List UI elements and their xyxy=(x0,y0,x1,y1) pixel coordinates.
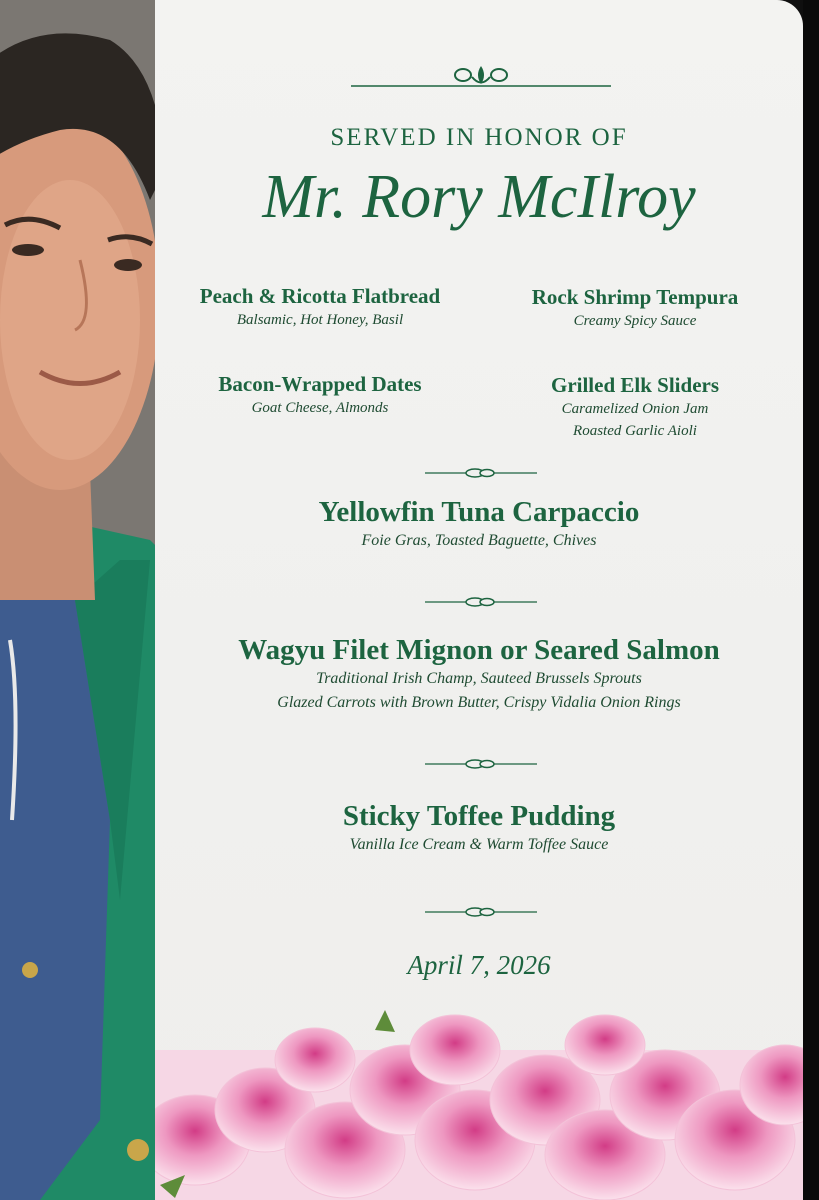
dish-description: Caramelized Onion Jam xyxy=(561,401,709,417)
dish-name: Peach & Ricotta Flatbread xyxy=(199,284,441,308)
dish-description: Foie Gras, Toasted Baguette, Chives xyxy=(361,532,597,549)
dish-name: Wagyu Filet Mignon or Seared Salmon xyxy=(238,634,720,666)
dish-description: Traditional Irish Champ, Sauteed Brussels Sprouts xyxy=(316,670,642,687)
dish-description: Balsamic, Hot Honey, Basil xyxy=(236,312,404,328)
menu-item xyxy=(155,800,803,857)
edge-border xyxy=(803,0,819,1200)
honor-heading: SERVED IN HONOR OF xyxy=(330,124,628,151)
portrait-photo xyxy=(0,0,170,1200)
dish-name: Bacon-Wrapped Dates xyxy=(218,372,422,396)
dish-description: Roasted Garlic Aioli xyxy=(573,423,697,439)
menu-card xyxy=(155,0,803,1200)
divider-ornament-icon xyxy=(425,905,537,919)
dish-name: Rock Shrimp Tempura xyxy=(531,285,739,309)
event-date: April 7, 2026 xyxy=(407,950,551,980)
azalea-flowers-illustration xyxy=(155,990,803,1200)
ornament-icon xyxy=(351,58,611,92)
dish-description: Creamy Spicy Sauce xyxy=(573,313,697,329)
honoree-name: Mr. Rory McIlroy xyxy=(262,163,696,231)
dish-name: Yellowfin Tuna Carpaccio xyxy=(318,496,640,528)
dish-description: Vanilla Ice Cream & Warm Toffee Sauce xyxy=(349,836,609,853)
divider-ornament-icon xyxy=(425,466,537,480)
menu-item xyxy=(175,284,465,331)
divider-ornament-icon xyxy=(425,757,537,771)
divider-ornament-icon xyxy=(425,595,537,609)
dish-description: Goat Cheese, Almonds xyxy=(251,400,389,416)
dish-name: Grilled Elk Sliders xyxy=(550,373,720,397)
menu-item xyxy=(155,496,803,553)
portrait-illustration xyxy=(0,0,170,1200)
menu-item xyxy=(495,373,775,442)
menu-item xyxy=(155,634,803,715)
dish-name: Sticky Toffee Pudding xyxy=(342,800,616,832)
menu-item xyxy=(495,285,775,332)
menu-item xyxy=(175,372,465,419)
dish-description: Glazed Carrots with Brown Butter, Crispy Vidalia Onion Rings xyxy=(277,694,681,711)
